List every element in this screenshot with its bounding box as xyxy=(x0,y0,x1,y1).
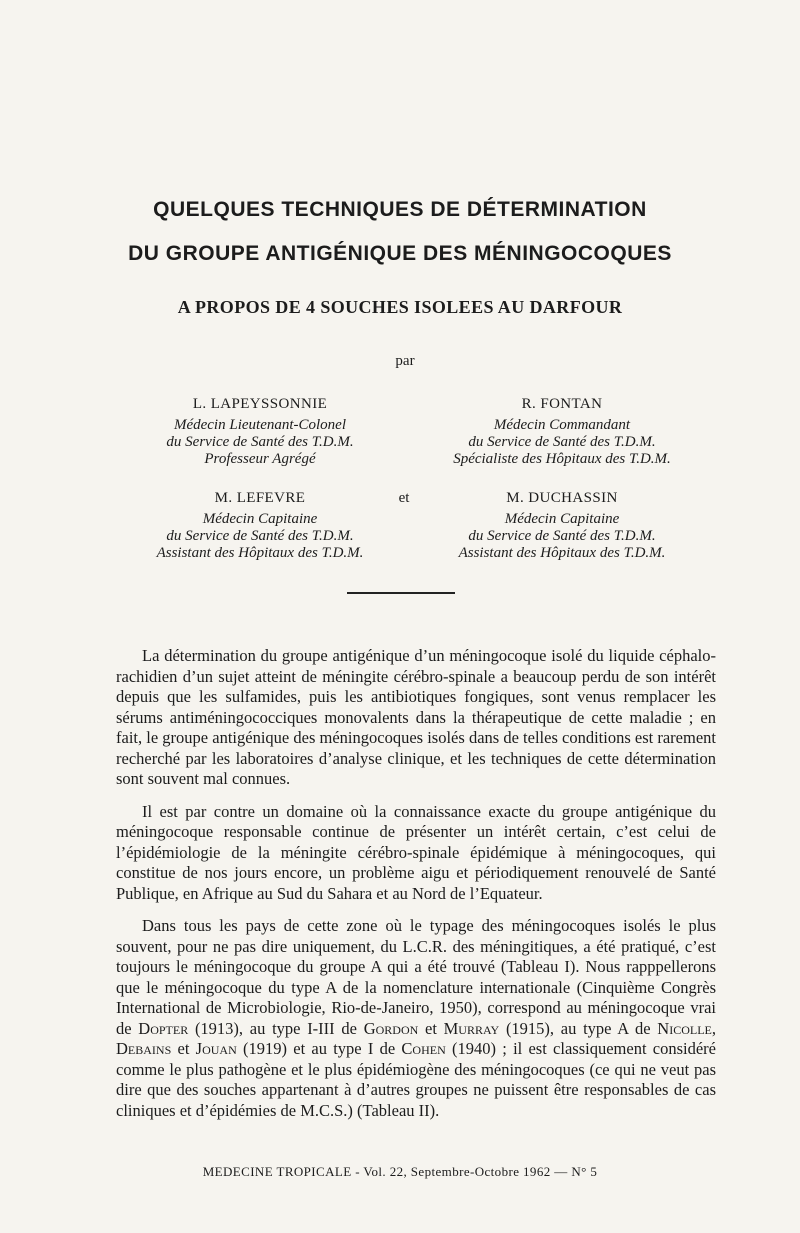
journal-footer: MEDECINE TROPICALE - Vol. 22, Septembre-Octobre 1962 — N° 5 xyxy=(202,1164,598,1179)
author-title: Spécialiste des Hôpitaux des T.D.M. xyxy=(453,451,671,467)
author-affiliation: du Service de Santé des T.D.M. xyxy=(468,434,656,450)
paragraph: Il est par contre un domaine où la connaissance exacte du groupe antigénique du méningocoque responsable continue de présenter un intérêt certain, c’est celui de l’épidémiologie de la méningite cérébro-spinale épidémique à méningocoques, qui constitue de nos jours encore, un problème aigu et périodiquement renouvelé de Santé Publique, en Afrique au Sud du Sahara et au Nord de l’Equateur. xyxy=(116,801,716,903)
author-citation: Jouan xyxy=(195,1039,237,1058)
article-body xyxy=(116,646,716,1133)
title-line-1: QUELQUES TECHNIQUES DE DÉTERMINATION xyxy=(153,198,647,221)
author-title: Médecin Lieutenant-Colonel xyxy=(173,417,347,433)
paragraph-text: (1915), au type A de xyxy=(499,1018,658,1038)
author-name: L. LAPEYSSONNIE xyxy=(192,396,328,412)
author-name: R. FONTAN xyxy=(521,396,603,412)
paragraph-text: Dans tous les pays de cette zone où le typage des méningocoques isolés le plus souvent, pour ne pas dire uniquement, du L.C.R. des méningitiques, a été pratiqué, c’est toujours le méningocoque du groupe A qui a été trouvé (Tableau I). Nous rapppellerons que le méningocoque du type A de la nomenclature internationale (Cinquième Congrès International de Microbiologie, Rio-de-Janeiro, 1950), correspond au méningocoque vrai de xyxy=(116,916,716,1038)
author-citation: Gordon xyxy=(363,1018,419,1038)
author-affiliation: du Service de Santé des T.D.M. xyxy=(468,528,656,544)
author-block xyxy=(110,396,410,468)
paragraph: La détermination du groupe antigénique d’un méningocoque isolé du liquide céphalo-rachidien d’un sujet atteint de méningite cérébro-spinale a beaucoup perdu de son intérêt depuis que les sulfamides, puis les antibiotiques fongiques, sont venus remplacer les sérums antiméningococciques monovalents dans la thérapeutique de cette maladie ; en fait, le groupe antigénique des méningocoques isolés dans de telles conditions est rarement recherché par les laboratoires d’analyse clinique, et les techniques de cette détermination sont souvent mal connues. xyxy=(116,646,716,788)
author-title: Médecin Commandant xyxy=(493,417,631,433)
paragraph-text: (1940) ; il est classiquement considéré comme le plus pathogène et le plus épidémiogène des méningocoques (ce qui ne veut pas dire que des souches appartenant à d’autres groupes ne puissent être responsables de cas cliniques et d’épidémies de M.C.S.) (Tableau II). xyxy=(116,1039,716,1120)
paragraph-text: (1919) et au type I de xyxy=(236,1039,402,1058)
author-affiliation: du Service de Santé des T.D.M. xyxy=(166,528,354,544)
paragraph-text: (1913), au type I-III de xyxy=(188,1018,364,1038)
author-title: Médecin Capitaine xyxy=(504,511,620,527)
author-name: M. LEFEVRE xyxy=(214,490,306,506)
author-affiliation: du Service de Santé des T.D.M. xyxy=(166,434,354,450)
author-citation: Murray xyxy=(443,1018,500,1038)
paragraph-text: , xyxy=(711,1018,716,1038)
paragraph-text: et xyxy=(171,1039,196,1058)
author-title: Assistant des Hôpitaux des T.D.M. xyxy=(458,545,666,561)
author-citation: Dopter xyxy=(138,1018,189,1038)
subtitle: A PROPOS DE 4 SOUCHES ISOLEES AU DARFOUR xyxy=(177,297,623,317)
author-citation: Cohen xyxy=(401,1039,446,1058)
paragraph-text: et xyxy=(418,1018,444,1038)
author-title: Assistant des Hôpitaux des T.D.M. xyxy=(156,545,364,561)
author-name: M. DUCHASSIN xyxy=(506,490,618,506)
author-title: Professeur Agrégé xyxy=(204,451,316,467)
author-title: Médecin Capitaine xyxy=(202,511,318,527)
author-citation: Nicolle xyxy=(657,1018,712,1038)
author-block xyxy=(110,490,410,562)
author-block xyxy=(412,396,712,468)
by-label: par xyxy=(395,353,415,369)
paragraph xyxy=(116,916,716,1121)
title-line-2: DU GROUPE ANTIGÉNIQUE DES MÉNINGOCOQUES xyxy=(128,242,672,265)
conjunction: et xyxy=(398,490,410,506)
author-citation: Debains xyxy=(116,1039,172,1058)
author-block xyxy=(412,490,712,562)
separator-rule xyxy=(347,592,455,594)
